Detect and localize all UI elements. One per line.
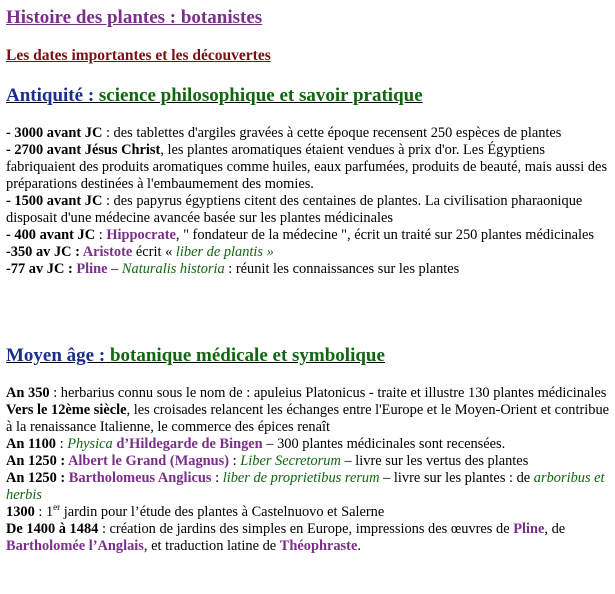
work-title: liber de proprietibus rerum — [222, 470, 380, 486]
entry-text: , les croisades relancent les échanges entre l'Europe et le Moyen-Orient et contribue à la renaissance Italienne, le commerce des épices renaît — [6, 402, 610, 435]
entry-2700 — [6, 142, 610, 193]
entry-1500 — [6, 193, 610, 227]
entry-date: -350 av JC : — [6, 244, 80, 260]
person-name: d’Hildegarde de Bingen — [112, 436, 263, 452]
entry-text: – livre sur les vertus des plantes — [340, 453, 529, 469]
entry-1400-1484: De 1400 à 1484 : création de jardins des simples en Europe, impressions des œuvres de Pline, de Bartholomée l’Anglais, et traduction latine de Théophraste. — [6, 521, 566, 554]
person-name: Pline — [513, 521, 545, 537]
person-name-2: Bartholomée l’Anglais — [6, 538, 144, 554]
person-name: Hippocrate — [106, 227, 176, 243]
entry-date: De 1400 à 1484 — [6, 521, 99, 537]
heading-period: Moyen âge : — [6, 345, 106, 366]
entry-text: : réunit les connaissances sur les plantes — [224, 261, 460, 277]
work-title: Liber Secretorum — [240, 453, 341, 469]
entry-date: - 400 avant JC — [6, 227, 96, 243]
entry-date: - 1500 avant JC — [6, 193, 103, 209]
entry-date: An 350 — [6, 385, 50, 401]
entry-1250-bartholomeus: An 1250 : Bartholomeus Anglicus : liber de proprietibus rerum – livre sur les plantes : de arboribus et herbis — [6, 470, 605, 503]
page-subtitle: Les dates importantes et les découvertes — [6, 47, 271, 64]
section-antiquite — [6, 125, 610, 278]
entry-12e-siecle — [6, 402, 610, 436]
work-title: liber de plantis » — [175, 244, 274, 260]
person-name-3: Théophraste — [279, 538, 358, 554]
entry-350: -350 av JC : Aristote écrit « liber de plantis » — [6, 244, 274, 260]
entry-text: – livre sur les plantes : de — [379, 470, 534, 486]
entry-1300: 1300 : 1er jardin pour l’étude des plantes à Castelnuovo et Salerne — [6, 502, 385, 520]
section-heading-antiquite — [6, 85, 423, 107]
heading-period: Antiquité : — [6, 85, 95, 106]
entry-text: : des tablettes d'argiles gravées à cette époque recensent 250 espèces de plantes — [102, 125, 562, 141]
entry-date: - 3000 avant JC — [6, 125, 103, 141]
heading-theme: botanique médicale et symbolique — [109, 345, 385, 366]
entry-text: : herbarius connu sous le nom de : apuleius Platonicus - traite et illustre 130 plantes médicinales — [49, 385, 607, 401]
entry-400: - 400 avant JC : Hippocrate, " fondateur de la médecine ", écrit un traité sur 250 plantes médicinales — [6, 227, 595, 243]
person-name: Pline — [72, 261, 108, 277]
ordinal-suffix: er — [53, 502, 61, 513]
entry-text: , les plantes aromatiques étaient vendues à prix d'or. Les Égyptiens fabriquaient des produits aromatiques comme huiles, eaux parfumées, produits de beauté, mais aussi des préparations destinées à l'embaumement des momies. — [6, 142, 608, 192]
entry-text: jardin pour l’étude des plantes à Castelnuovo et Salerne — [60, 504, 385, 520]
work-title: Physica — [67, 436, 113, 452]
entry-350ad — [6, 385, 610, 402]
work-title: Naturalis historia — [121, 261, 225, 277]
section-heading-moyen-age — [6, 345, 385, 367]
entry-date: - 2700 avant Jésus Christ — [6, 142, 161, 158]
entry-date: An 1250 : — [6, 470, 66, 486]
entry-date: An 1100 — [6, 436, 56, 452]
heading-theme: science philosophique et savoir pratique — [98, 85, 423, 106]
section-moyen-age — [6, 385, 610, 555]
entry-text: – 300 plantes médicinales sont recensées. — [262, 436, 506, 452]
entry-text: : création de jardins des simples en Europe, impressions des œuvres de — [98, 521, 514, 537]
work-title-2: arboribus et herbis — [6, 470, 605, 503]
entry-date: An 1250 : — [6, 453, 66, 469]
entry-1100: An 1100 : Physica d’Hildegarde de Bingen – 300 plantes médicinales sont recensées. — [6, 436, 506, 452]
person-name: Albert le Grand (Magnus) — [65, 453, 230, 469]
entry-text: , " fondateur de la médecine ", écrit un traité sur 250 plantes médicinales — [175, 227, 595, 243]
person-name: Bartholomeus Anglicus — [65, 470, 212, 486]
entry-text: : des papyrus égyptiens citent des centaines de plantes. La civilisation pharaonique disposait d'une médecine avancée basée sur les plantes médicinales — [6, 193, 583, 226]
entry-date: -77 av JC : — [6, 261, 73, 277]
entry-77: -77 av JC : Pline – Naturalis historia : réunit les connaissances sur les plantes — [6, 261, 460, 277]
entry-date: 1300 — [6, 504, 35, 520]
entry-3000 — [6, 125, 610, 142]
entry-1250-albert: An 1250 : Albert le Grand (Magnus) : Liber Secretorum – livre sur les vertus des plantes — [6, 453, 529, 469]
entry-date: Vers le 12ème siècle — [6, 402, 127, 418]
person-name: Aristote — [79, 244, 133, 260]
page-title: Histoire des plantes : botanistes — [6, 7, 263, 28]
